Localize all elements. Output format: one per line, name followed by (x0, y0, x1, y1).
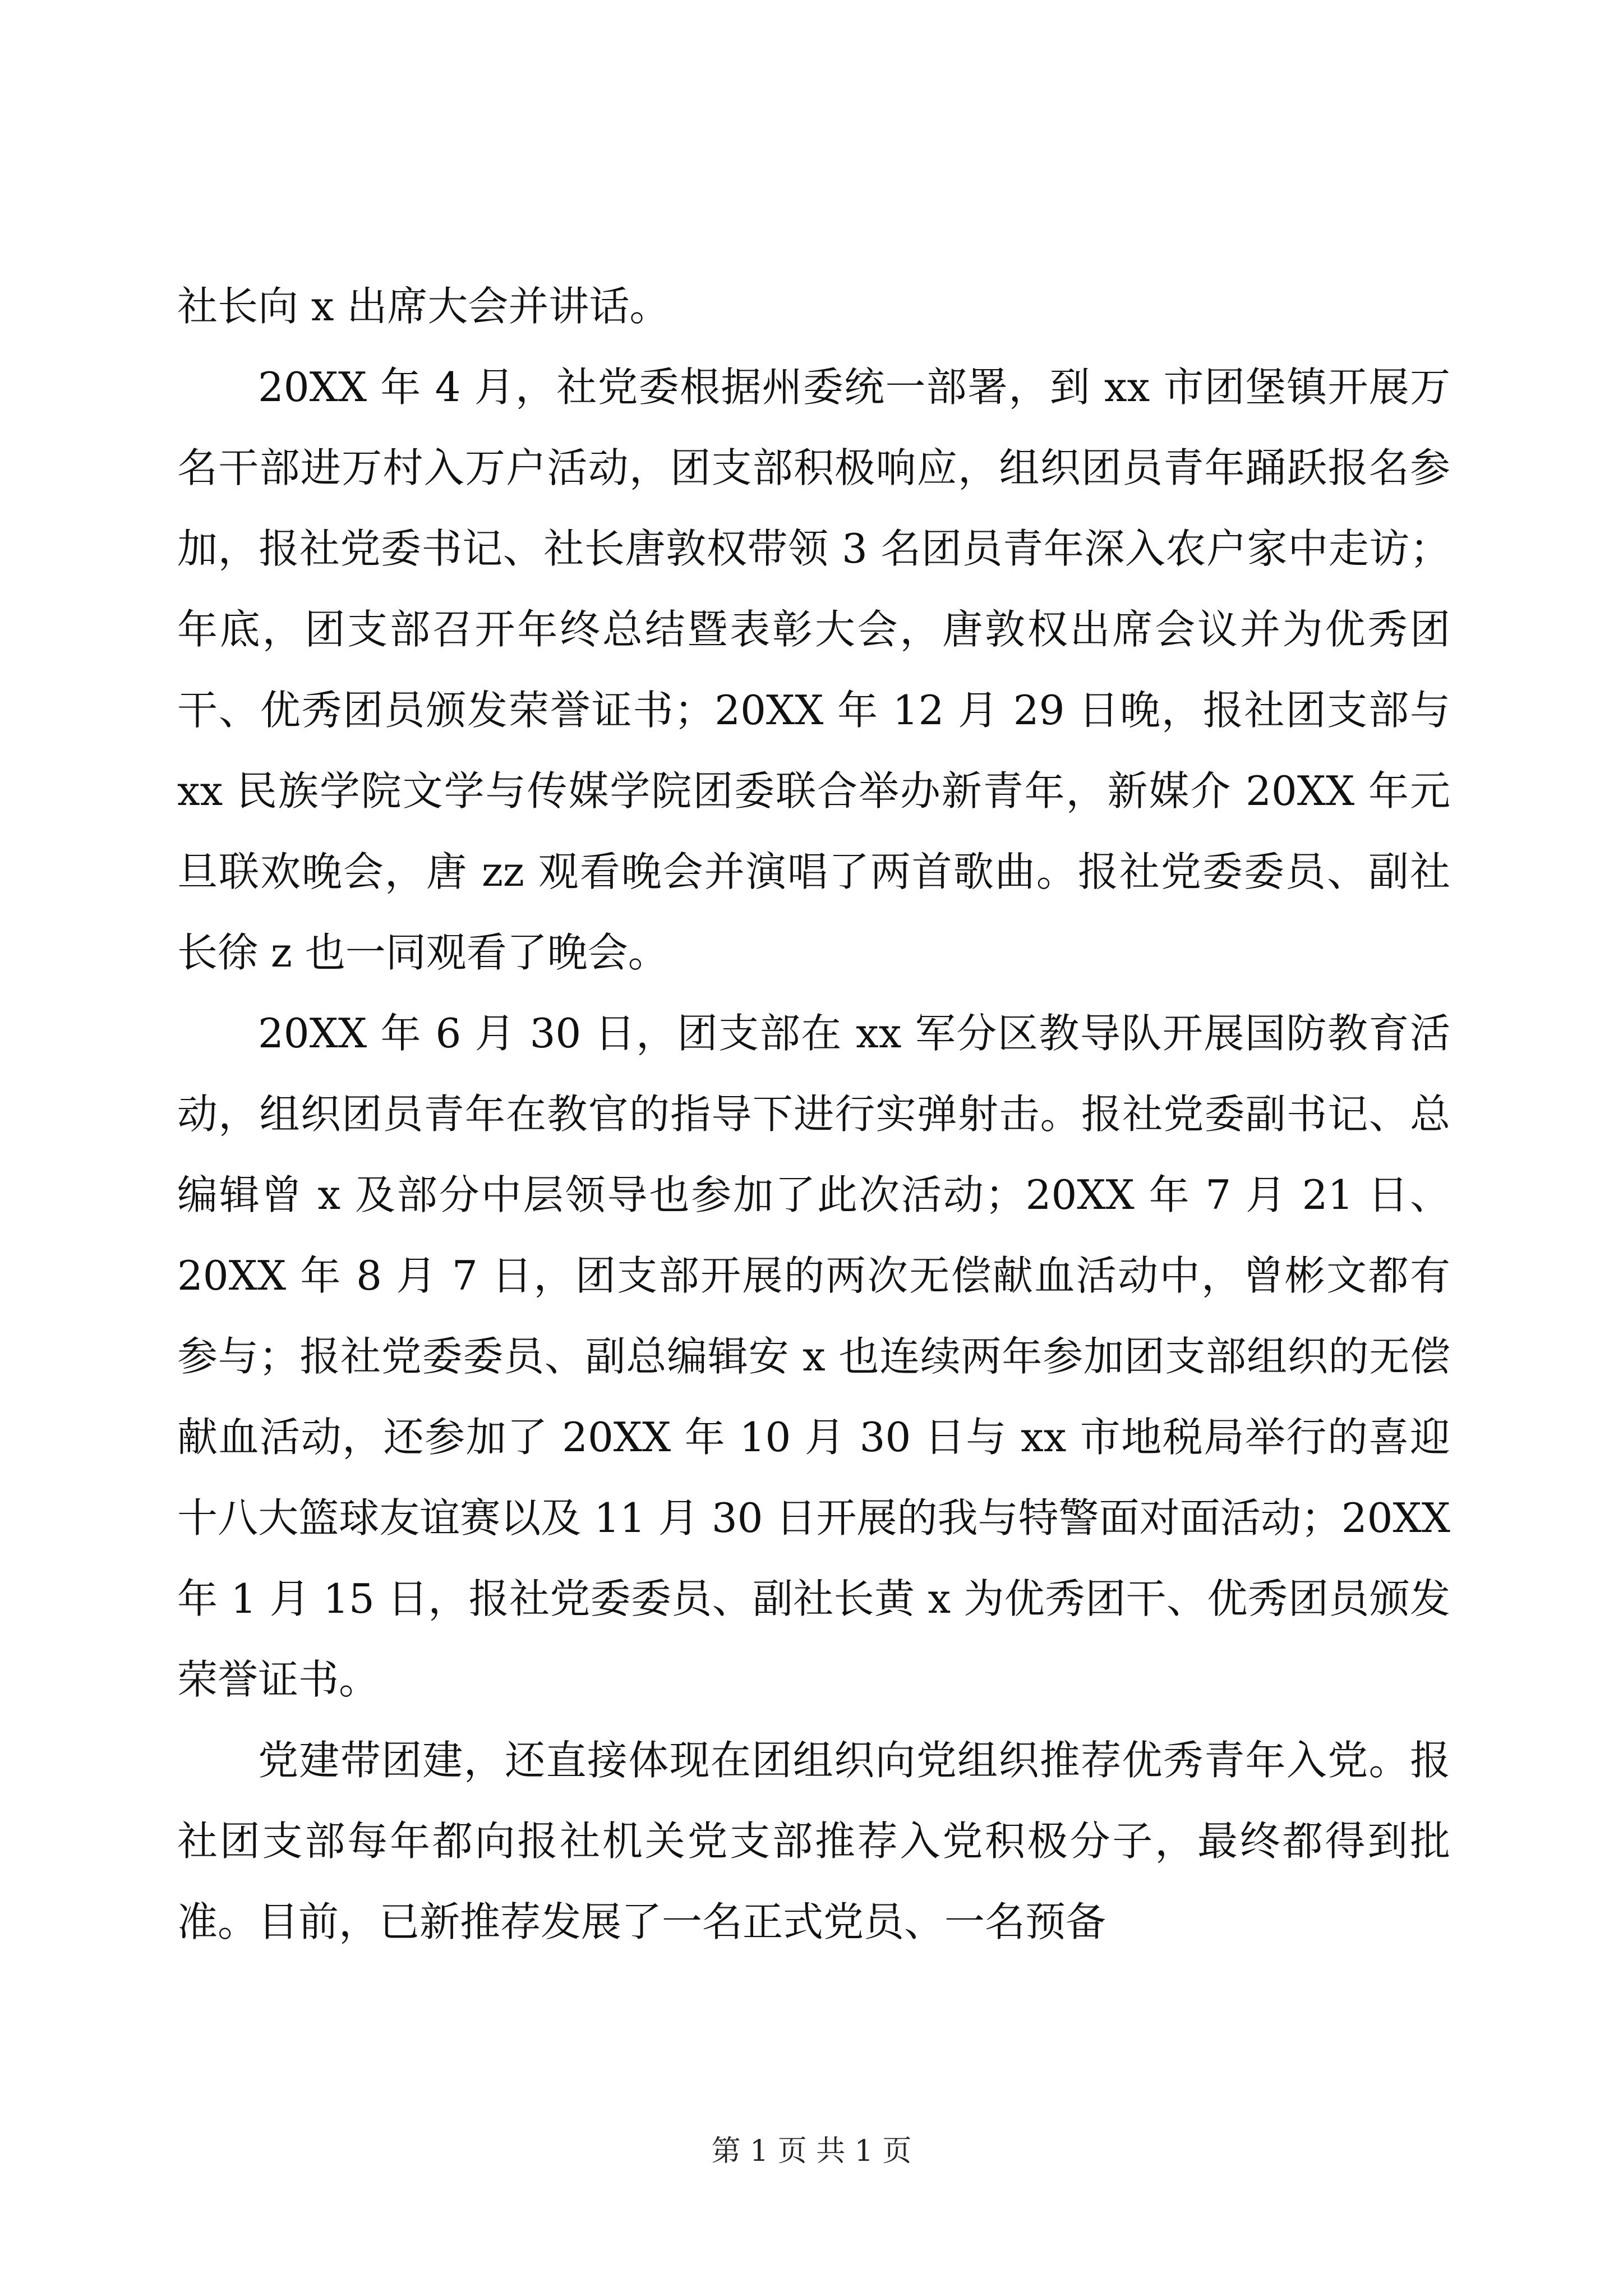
paragraph-2: 20XX 年 4 月，社党委根据州委统一部署，到 xx 市团堡镇开展万名干部进万村入万户活动，团支部积极响应，组织团员青年踊跃报名参加，报社党委书记、社长唐敦权带领 3 名团员青年深入农户家中走访；年底，团支部召开年终总结暨表彰大会，唐敦权出席会议并为优秀团干、优秀团员颁发荣誉证书；20XX 年 12 月 29 日晚，报社团支部与 xx 民族学院文学与传媒学院团委联合举办新青年，新媒介 20XX 年元旦联欢晚会，唐 zz 观看晚会并演唱了两首歌曲。报社党委委员、副社长徐 z 也一同观看了晚会。 (177, 364, 1450, 976)
paragraph-1: 社长向 x 出席大会并讲话。 (177, 283, 670, 330)
paragraph-4: 党建带团建，还直接体现在团组织向党组织推荐优秀青年入党。报社团支部每年都向报社机关党支部推荐入党积极分子，最终都得到批准。目前，已新推荐发展了一名正式党员、一名预备 (177, 1737, 1450, 1945)
paragraph-3: 20XX 年 6 月 30 日，团支部在 xx 军分区教导队开展国防教育活动，组织团员青年在教官的指导下进行实弹射击。报社党委副书记、总编辑曾 x 及部分中层领导也参加了此次活动；20XX 年 7 月 21 日、20XX 年 8 月 7 日，团支部开展的两次无偿献血活动中，曾彬文都有参与；报社党委委员、副总编辑安 x 也连续两年参加团支部组织的无偿献血活动，还参加了 20XX 年 10 月 30 日与 xx 市地税局举行的喜迎十八大篮球友谊赛以及 11 月 30 日开展的我与特警面对面活动；20XX 年 1 月 15 日，报社党委委员、副社长黄 x 为优秀团干、优秀团员颁发荣誉证书。 (177, 1010, 1450, 1703)
document-body (177, 266, 1450, 1962)
page-footer (0, 2132, 1623, 2171)
page-number-label: 第 1 页 共 1 页 (711, 2134, 912, 2168)
